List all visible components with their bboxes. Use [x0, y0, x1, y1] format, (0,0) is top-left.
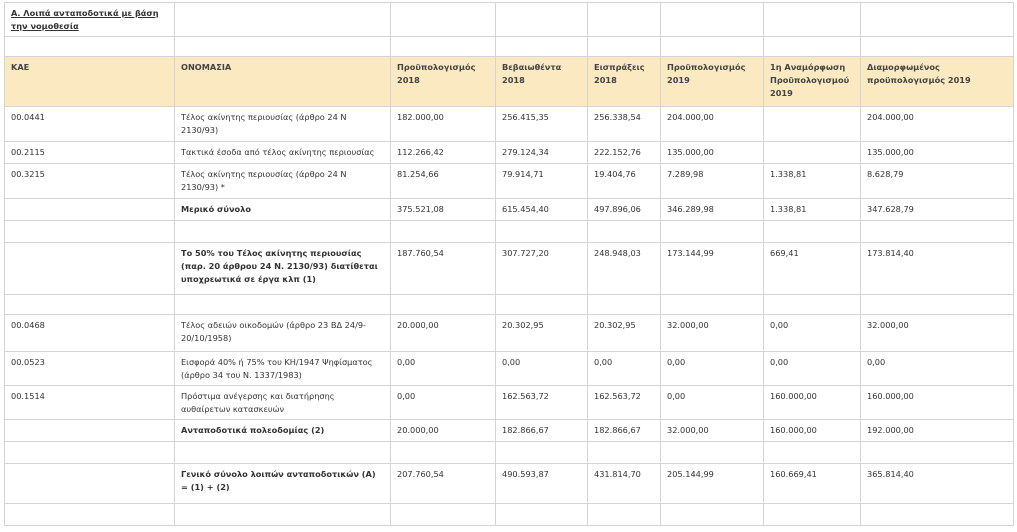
value-cell: 1.338,81 [764, 164, 861, 199]
value-cell: 347.628,79 [861, 199, 1014, 221]
value-cell: 431.814,70 [588, 464, 661, 504]
kae-cell: 00.2115 [5, 142, 175, 164]
value-cell: 7.289,98 [661, 164, 764, 199]
header-receipts-2018: Εισπράξεις 2018 [588, 57, 661, 107]
value-cell: 307.727,20 [496, 243, 588, 295]
value-cell: 365.814,40 [861, 464, 1014, 504]
value-cell: 187.760,54 [391, 243, 496, 295]
value-cell: 135.000,00 [861, 142, 1014, 164]
value-cell [764, 107, 861, 142]
value-cell: 20.000,00 [391, 420, 496, 442]
value-cell: 192.000,00 [861, 420, 1014, 442]
value-cell: 173.144,99 [661, 243, 764, 295]
value-cell: 81.254,66 [391, 164, 496, 199]
value-cell: 0,00 [661, 386, 764, 420]
header-revision-2019: 1η Αναμόρφωση Προϋπολογισμού 2019 [764, 57, 861, 107]
value-cell: 0,00 [661, 352, 764, 386]
name-cell: Εισφορά 40% ή 75% του ΚΗ/1947 Ψηφίσματος (άρθρο 34 του Ν. 1337/1983) [175, 352, 391, 386]
value-cell: 19.404,76 [588, 164, 661, 199]
empty-row [5, 37, 1014, 57]
table-row [5, 107, 1014, 142]
header-final-budget-2019: Διαμορφωμένος προϋπολογισμός 2019 [861, 57, 1014, 107]
value-cell: 162.563,72 [496, 386, 588, 420]
subtotal-row [5, 243, 1014, 295]
empty-row [5, 442, 1014, 464]
kae-cell: 00.3215 [5, 164, 175, 199]
kae-cell [5, 464, 175, 504]
value-cell: 222.152,76 [588, 142, 661, 164]
name-cell: Τακτικά έσοδα από τέλος ακίνητης περιουσίας [175, 142, 391, 164]
value-cell: 160.669,41 [764, 464, 861, 504]
value-cell: 346.289,98 [661, 199, 764, 221]
empty-row [5, 221, 1014, 243]
value-cell: 160.000,00 [764, 386, 861, 420]
value-cell: 173.814,40 [861, 243, 1014, 295]
name-cell: Τέλος ακίνητης περιουσίας (άρθρο 24 Ν 2130/93) [175, 107, 391, 142]
value-cell: 1.338,81 [764, 199, 861, 221]
subtotal-row [5, 199, 1014, 221]
value-cell: 204.000,00 [661, 107, 764, 142]
value-cell: 182.866,67 [588, 420, 661, 442]
table-row [5, 142, 1014, 164]
section-title: Α. Λοιπά ανταποδοτικά με βάση την νομοθεσία [5, 3, 175, 37]
value-cell: 615.454,40 [496, 199, 588, 221]
value-cell: 0,00 [391, 386, 496, 420]
section-title-row [5, 3, 1014, 37]
budget-table [4, 2, 1014, 526]
value-cell: 32.000,00 [861, 315, 1014, 352]
value-cell: 375.521,08 [391, 199, 496, 221]
value-cell: 112.266,42 [391, 142, 496, 164]
value-cell: 32.000,00 [661, 420, 764, 442]
kae-cell [5, 199, 175, 221]
name-cell: Γενικό σύνολο λοιπών ανταποδοτικών (Α) = (1) + (2) [175, 464, 391, 504]
header-name: ΟΝΟΜΑΣΙΑ [175, 57, 391, 107]
value-cell: 497.896,06 [588, 199, 661, 221]
value-cell: 0,00 [764, 352, 861, 386]
kae-cell [5, 420, 175, 442]
value-cell: 0,00 [588, 352, 661, 386]
table-row [5, 386, 1014, 420]
value-cell: 8.628,79 [861, 164, 1014, 199]
header-budget-2019: Προϋπολογισμός 2019 [661, 57, 764, 107]
value-cell: 0,00 [496, 352, 588, 386]
kae-cell: 00.1514 [5, 386, 175, 420]
grand-total-row [5, 464, 1014, 504]
name-cell: Τέλος ακίνητης περιουσίας (άρθρο 24 Ν 2130/93) * [175, 164, 391, 199]
value-cell: 0,00 [764, 315, 861, 352]
kae-cell [5, 243, 175, 295]
value-cell: 20.302,95 [588, 315, 661, 352]
value-cell: 162.563,72 [588, 386, 661, 420]
empty-row [5, 504, 1014, 526]
value-cell: 32.000,00 [661, 315, 764, 352]
empty-row [5, 295, 1014, 315]
name-cell: Το 50% του Τέλος ακίνητης περιουσίας (παρ. 20 άρθρου 24 Ν. 2130/93) διατίθεται υποχρεωτικά σε έργα κλπ (1) [175, 243, 391, 295]
value-cell: 20.000,00 [391, 315, 496, 352]
value-cell: 182.866,67 [496, 420, 588, 442]
kae-cell: 00.0523 [5, 352, 175, 386]
kae-cell: 00.0441 [5, 107, 175, 142]
value-cell: 135.000,00 [661, 142, 764, 164]
value-cell: 207.760,54 [391, 464, 496, 504]
table-row [5, 352, 1014, 386]
table-row [5, 315, 1014, 352]
value-cell: 256.415,35 [496, 107, 588, 142]
value-cell: 205.144,99 [661, 464, 764, 504]
value-cell: 160.000,00 [861, 386, 1014, 420]
name-cell: Πρόστιμα ανέγερσης και διατήρησης αυθαίρετων κατασκευών [175, 386, 391, 420]
value-cell: 79.914,71 [496, 164, 588, 199]
value-cell [764, 142, 861, 164]
value-cell: 0,00 [861, 352, 1014, 386]
table-row [5, 164, 1014, 199]
header-row [5, 57, 1014, 107]
name-cell: Τέλος αδειών οικοδομών (άρθρο 23 ΒΔ 24/9-20/10/1958) [175, 315, 391, 352]
value-cell: 248.948,03 [588, 243, 661, 295]
name-cell: Μερικό σύνολο [175, 199, 391, 221]
header-certified-2018: Βεβαιωθέντα 2018 [496, 57, 588, 107]
kae-cell: 00.0468 [5, 315, 175, 352]
value-cell: 279.124,34 [496, 142, 588, 164]
header-kae: ΚΑΕ [5, 57, 175, 107]
name-cell: Ανταποδοτικά πολεοδομίας (2) [175, 420, 391, 442]
header-budget-2018: Προϋπολογισμός 2018 [391, 57, 496, 107]
subtotal-row [5, 420, 1014, 442]
value-cell: 256.338,54 [588, 107, 661, 142]
value-cell: 669,41 [764, 243, 861, 295]
value-cell: 182.000,00 [391, 107, 496, 142]
value-cell: 204.000,00 [861, 107, 1014, 142]
value-cell: 490.593,87 [496, 464, 588, 504]
value-cell: 20.302,95 [496, 315, 588, 352]
value-cell: 0,00 [391, 352, 496, 386]
value-cell: 160.000,00 [764, 420, 861, 442]
